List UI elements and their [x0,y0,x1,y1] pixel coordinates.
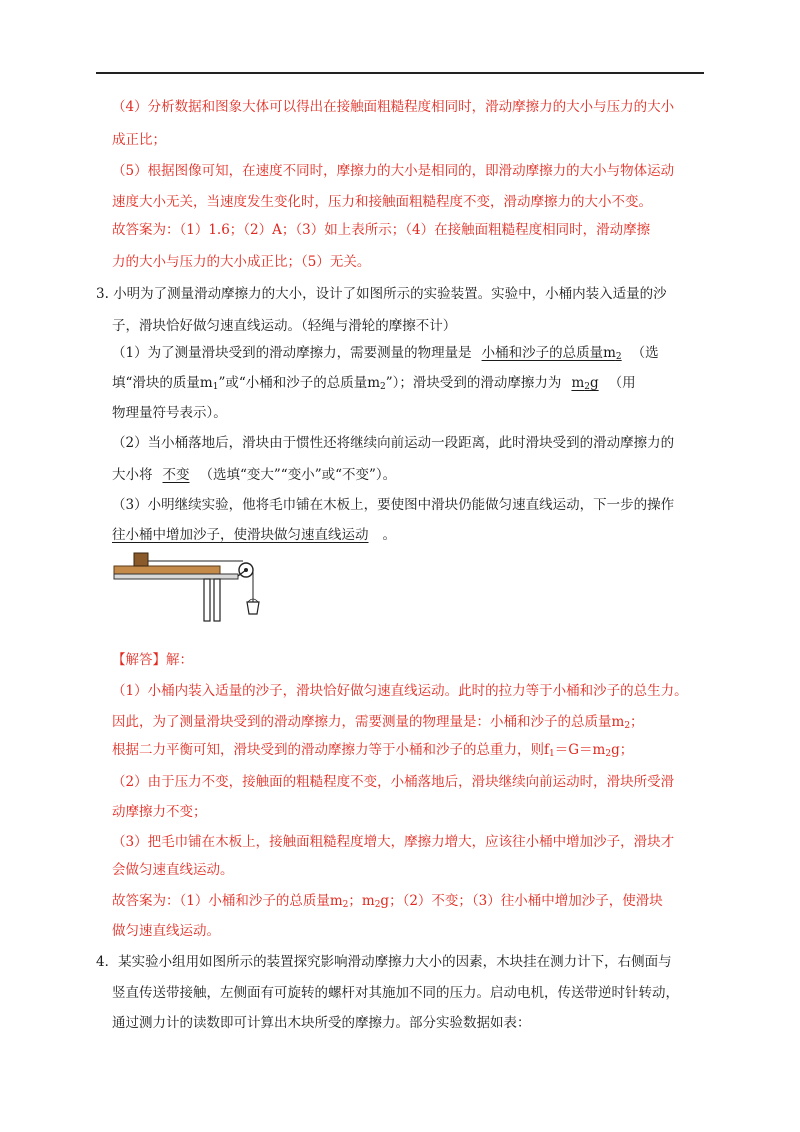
wooden-board [114,566,220,574]
text-line: （1）小桶内装入适量的沙子，滑块恰好做匀速直线运动。此时的拉力等于小桶和沙子的总生力。 [112,683,688,699]
text-line: （3）把毛巾铺在木板上，接触面粗糙程度增大，摩擦力增大，应该往小桶中增加沙子，滑块才 [112,834,675,850]
table-top [114,574,238,579]
question-4-stem-cont: 通过测力计的读数即可计算出木块所受的摩擦力。部分实验数据如表： [112,1015,531,1031]
question-4-stem-cont: 竖直传送带接触，左侧面有可旋转的螺杆对其施加不同的压力。启动电机，传送带逆时针转动， [112,985,679,1001]
answer-blank: 往小桶中增加沙子，使滑块做匀速直线运动 [112,527,369,543]
question-3-part-1-cont: 填“滑块的质量$m_1$”或“小桶和沙子的总质量$m_2$”）；滑块受到的滑动摩擦力为 $m_2g$ （用 [112,374,636,396]
question-number: 4． [96,954,119,970]
text-line: 因此，为了测量滑块受到的滑动摩擦力，需要测量的物理量是：小桶和沙子的总质量$m_2$； [112,714,644,731]
question-3-part-1: （1）为了测量滑块受到的滑动摩擦力，需要测量的物理量是 小桶和沙子的总质量$m_2$ （选 [112,344,659,366]
answer-blank: $m_2g$ [571,375,599,392]
question-3-stem-cont: 子，滑块恰好做匀速直线运动。（轻绳与滑轮的摩擦不计） [112,318,457,334]
question-3-part-2: （2）当小桶落地后，滑块由于惯性还将继续向前运动一段距离，此时滑块受到的滑动摩擦力的 [112,435,675,451]
header-rule [96,72,704,74]
question-number: 3. [96,286,109,302]
text-line: 根据二力平衡可知，滑块受到的滑动摩擦力等于小桶和沙子的总重力，则$f_1=G=m_2g$； [112,742,634,759]
text-line: 会做匀速直线运动。 [112,862,234,878]
answer-blank: 不变 [162,467,190,483]
question-3-part-3-cont: 往小桶中增加沙子，使滑块做匀速直线运动 。 [112,527,396,543]
apparatus-diagram [112,548,272,626]
solution-header: 【解答】解： [112,652,193,668]
text-line: （2）由于压力不变，接触面的粗糙程度不变，小桶落地后，滑块继续向前运动时，滑块所受滑 [112,774,675,790]
question-3-stem: 3. 小明为了测量滑动摩擦力的大小，设计了如图所示的实验装置。实验中，小桶内装入适量的沙 [96,286,667,302]
question-3-part-2-cont: 大小将 不变 （选填“变大”“变小”或“不变”）。 [112,467,397,483]
table-leg [214,579,220,621]
text-line: 动摩擦力不变； [112,804,207,820]
table-leg [204,579,210,621]
answer-blank: 小桶和沙子的总质量$m_2$ [481,345,622,362]
text-line: 故答案为：（1）1.6；（2）A；（3）如上表所示；（4）在接触面粗糙程度相同时，滑动摩擦 [112,222,651,238]
text-line: 速度大小无关，当速度发生变化时，压力和接触面粗糙程度不变，滑动摩擦力的大小不变。 [112,194,652,210]
slider-block [134,553,148,566]
question-4-stem: 4．某实验小组用如图所示的装置探究影响滑动摩擦力大小的因素，木块挂在测力计下，右侧面与 [96,954,672,970]
text-line: （5）根据图像可知，在速度不同时，摩擦力的大小是相同的，即滑动摩擦力的大小与物体运动 [112,163,675,179]
text-line: 力的大小与压力的大小成正比；（5）无关。 [112,254,371,270]
text-line: 成正比； [112,132,166,148]
text-line: 做匀速直线运动。 [112,923,220,939]
bucket [247,602,259,614]
question-3-part-3: （3）小明继续实验，他将毛巾铺在木板上，要使图中滑块仍能做匀速直线运动，下一步的操作 [112,497,675,513]
text-line: 物理量符号表示）。 [112,405,227,421]
text-line: 故答案为：（1）小桶和沙子的总质量$m_2$；$m_2g$；（2）不变；（3）往小桶中增加沙子，使滑块 [112,893,663,910]
text-line: （4）分析数据和图象大体可以得出在接触面粗糙程度相同时，滑动摩擦力的大小与压力的大小 [112,99,675,115]
